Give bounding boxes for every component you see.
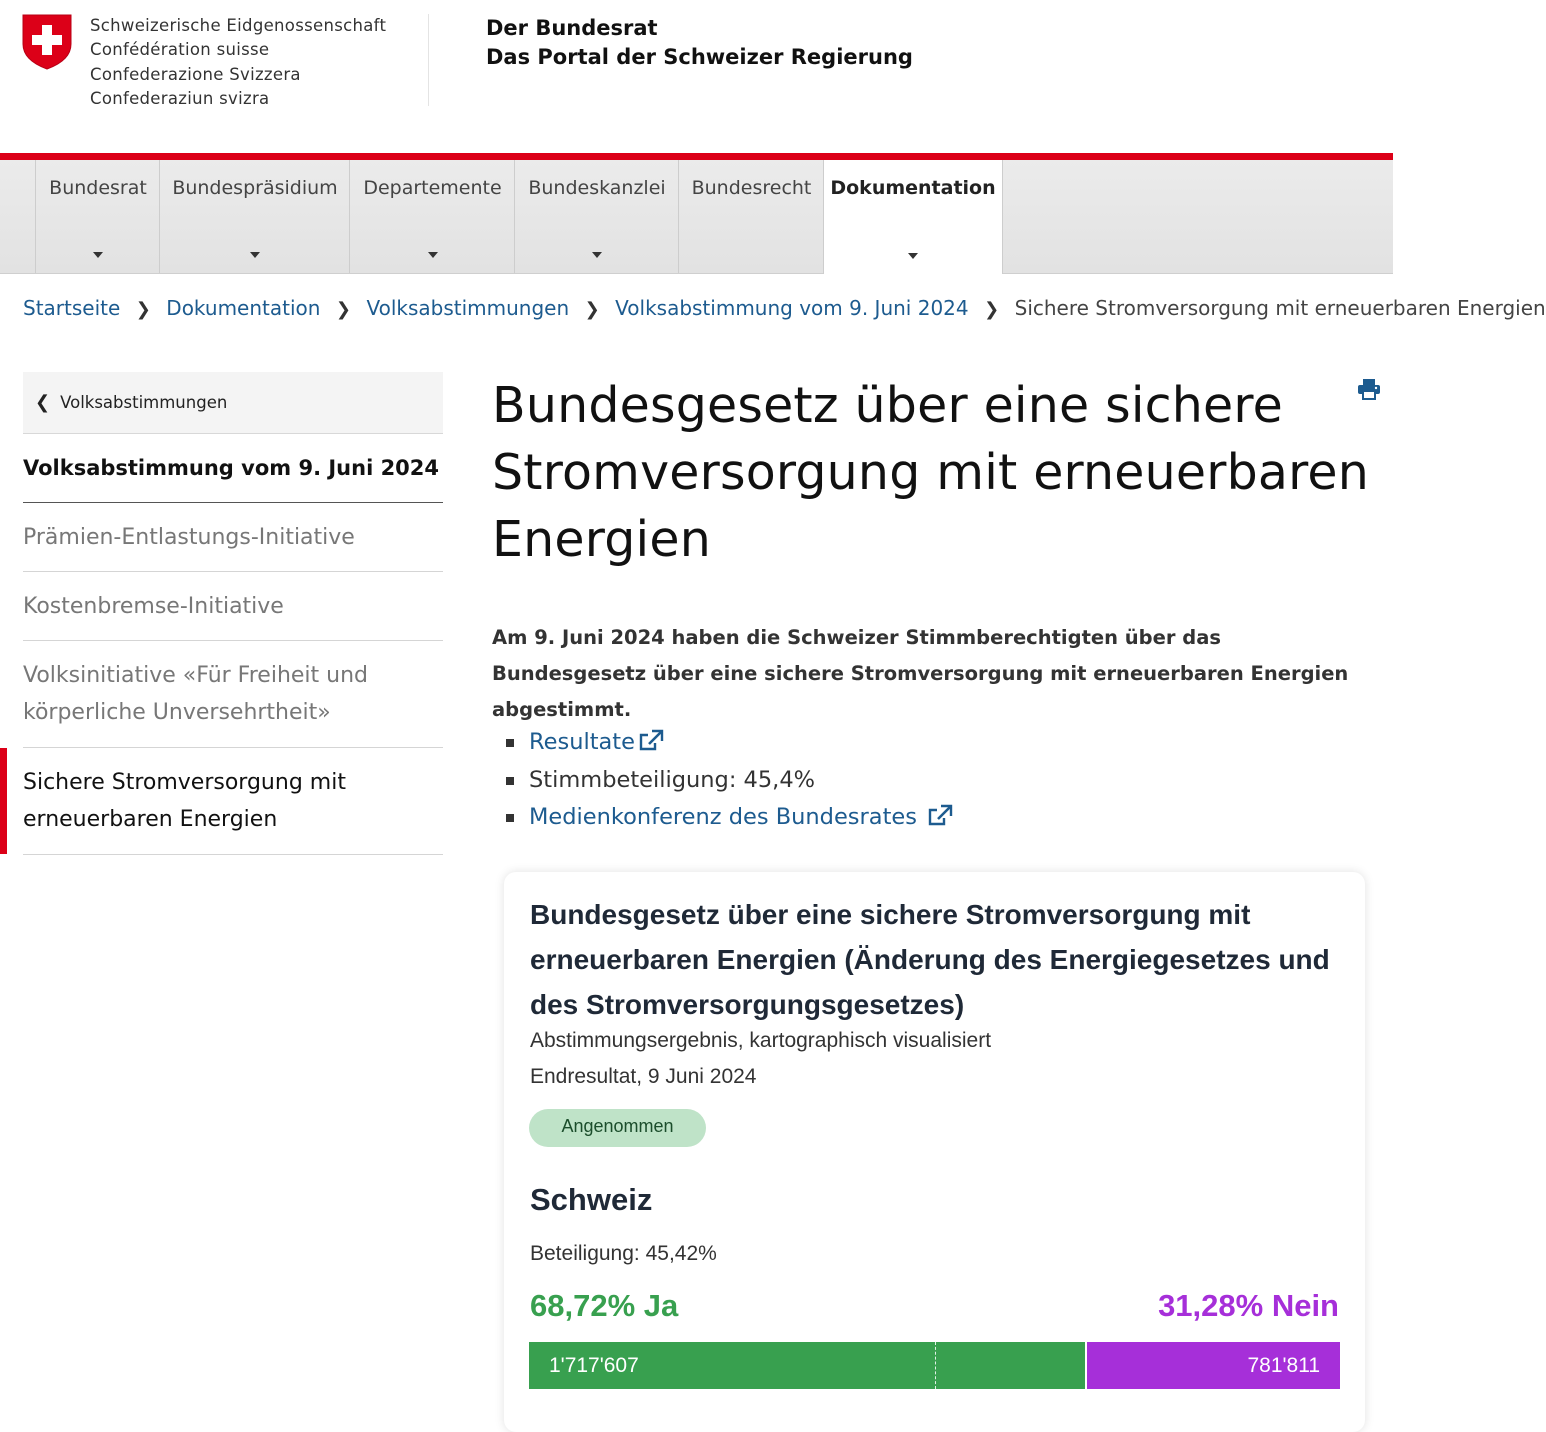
lead-paragraph: Am 9. Juni 2024 haben die Schweizer Stimmberechtigten über das Bundesgesetz über eine sichere Stromversorgung mit erneuerbaren Energien abgestimmt. bbox=[492, 626, 1349, 721]
sidebar-back-link[interactable] bbox=[23, 372, 443, 434]
logo-line-rm: Confederaziun svizra bbox=[90, 88, 270, 108]
header-divider bbox=[428, 14, 429, 106]
portal-title-line1: Der Bundesrat bbox=[486, 16, 658, 40]
list-item bbox=[506, 724, 952, 762]
chevron-right-icon: ❯ bbox=[584, 299, 600, 320]
page-title: Bundesgesetz über eine sichere Stromversorgung mit erneuerbaren Energien bbox=[492, 377, 1369, 568]
press-conference-link[interactable]: Medienkonferenz des Bundesrates bbox=[529, 804, 917, 830]
card-subtitle: Abstimmungsergebnis, kartographisch visualisiert bbox=[530, 1029, 992, 1052]
yes-votes: 1'717'607 bbox=[549, 1354, 639, 1377]
sidebar-section-title[interactable]: Volksabstimmung vom 9. Juni 2024 bbox=[23, 434, 443, 503]
vote-result-card bbox=[504, 872, 1365, 1432]
chevron-left-icon: ❮ bbox=[35, 392, 51, 413]
nav-label: Dokumentation bbox=[830, 177, 996, 199]
caret-down-icon bbox=[93, 252, 103, 258]
sidebar-navigation bbox=[23, 372, 443, 855]
breadcrumb-link-volksabstimmung-juni-2024[interactable]: Volksabstimmung vom 9. Juni 2024 bbox=[615, 296, 969, 320]
participation-text: Beteiligung: 45,42% bbox=[530, 1242, 717, 1265]
nav-label: Departemente bbox=[363, 177, 502, 199]
sidebar-item-praemien[interactable]: Prämien-Entlastungs-Initiative bbox=[23, 503, 443, 572]
list-item bbox=[506, 799, 952, 837]
external-link-icon[interactable] bbox=[928, 805, 952, 827]
nav-item-bundeskanzlei[interactable] bbox=[514, 160, 679, 273]
nav-item-bundespraesidium[interactable] bbox=[159, 160, 350, 273]
nav-item-dokumentation[interactable] bbox=[823, 160, 1003, 274]
logo-line-it: Confederazione Svizzera bbox=[90, 64, 301, 84]
card-title: Bundesgesetz über eine sichere Stromversorgung mit erneuerbaren Energien (Änderung des Energiegesetzes und des Stromversorgungsgesetzes) bbox=[530, 899, 1330, 1020]
portal-title-line2: Das Portal der Schweizer Regierung bbox=[486, 45, 913, 69]
sidebar-item-freiheit[interactable]: Volksinitiative «Für Freiheit und körperliche Unversehrtheit» bbox=[23, 641, 443, 748]
majority-line bbox=[935, 1342, 936, 1389]
nav-item-bundesrat[interactable] bbox=[35, 160, 160, 273]
info-list bbox=[506, 724, 952, 837]
sidebar-item-stromversorgung[interactable]: Sichere Stromversorgung mit erneuerbaren Energien bbox=[23, 748, 443, 855]
logo-line-de: Schweizerische Eidgenossenschaft bbox=[90, 16, 387, 35]
nav-label: Bundespräsidium bbox=[172, 177, 338, 199]
turnout-text: Stimmbeteiligung: 45,4% bbox=[529, 766, 816, 793]
results-link[interactable]: Resultate bbox=[529, 729, 635, 755]
caret-down-icon bbox=[908, 253, 918, 259]
caret-down-icon bbox=[250, 252, 260, 258]
print-icon[interactable] bbox=[1358, 379, 1380, 399]
breadcrumb-link-startseite[interactable]: Startseite bbox=[23, 296, 121, 320]
nav-label: Bundesrecht bbox=[691, 177, 812, 199]
chevron-right-icon: ❯ bbox=[135, 299, 151, 320]
sidebar-back-label: Volksabstimmungen bbox=[60, 393, 228, 412]
nav-label: Bundesrat bbox=[49, 177, 147, 199]
nav-item-departemente[interactable] bbox=[349, 160, 515, 273]
chevron-right-icon: ❯ bbox=[335, 299, 351, 320]
no-bar-segment bbox=[1087, 1342, 1340, 1389]
main-navigation bbox=[0, 160, 1393, 274]
caret-down-icon bbox=[428, 252, 438, 258]
portal-title[interactable] bbox=[486, 14, 913, 72]
status-badge: Angenommen bbox=[529, 1109, 706, 1147]
yes-percentage: 68,72% Ja bbox=[530, 1288, 679, 1323]
header-red-bar bbox=[0, 153, 1393, 160]
yes-bar-segment bbox=[529, 1342, 1085, 1389]
no-percentage: 31,28% Nein bbox=[1158, 1288, 1339, 1323]
no-votes: 781'811 bbox=[1247, 1354, 1320, 1377]
region-name: Schweiz bbox=[530, 1182, 653, 1217]
breadcrumb-link-dokumentation[interactable]: Dokumentation bbox=[166, 296, 321, 320]
caret-down-icon bbox=[592, 252, 602, 258]
logo-line-fr: Confédération suisse bbox=[90, 40, 270, 60]
site-header bbox=[0, 0, 1393, 153]
nav-label: Bundeskanzlei bbox=[528, 177, 666, 199]
breadcrumb-current: Sichere Stromversorgung mit erneuerbaren Energien bbox=[1014, 296, 1546, 320]
result-bar bbox=[529, 1342, 1340, 1389]
card-date: Endresultat, 9 Juni 2024 bbox=[530, 1065, 757, 1088]
list-item bbox=[506, 762, 952, 800]
external-link-icon[interactable] bbox=[639, 730, 663, 752]
breadcrumb-link-volksabstimmungen[interactable]: Volksabstimmungen bbox=[366, 296, 570, 320]
swiss-shield-icon bbox=[22, 14, 72, 70]
chevron-right-icon: ❯ bbox=[984, 299, 1000, 320]
sidebar-item-kostenbremse[interactable]: Kostenbremse-Initiative bbox=[23, 572, 443, 641]
breadcrumb bbox=[23, 296, 1546, 326]
nav-item-bundesrecht[interactable] bbox=[678, 160, 824, 273]
logo-wordmark bbox=[90, 14, 400, 111]
